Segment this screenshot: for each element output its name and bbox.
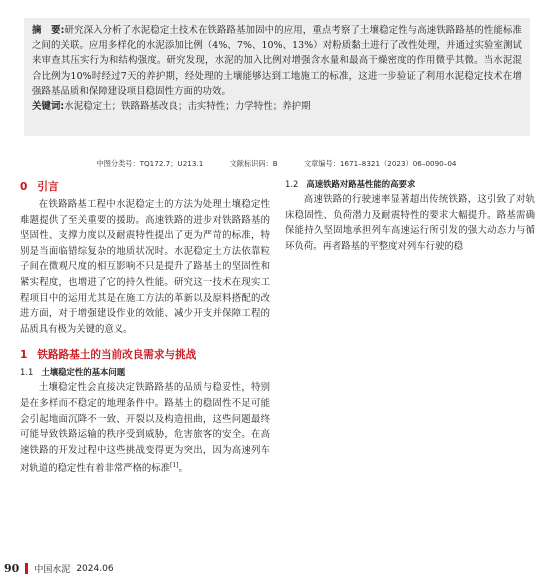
keywords-label: 关键词: (32, 101, 65, 113)
journal-issue: 2024.06 (76, 563, 114, 574)
body-text: 。 (178, 463, 188, 475)
heading-title: 高速铁路对路基性能的高要求 (306, 179, 416, 189)
heading-title: 引言 (37, 181, 59, 193)
left-column (20, 177, 270, 477)
heading-number: 0 (20, 181, 28, 193)
section-heading-1 (20, 347, 270, 364)
section-1-2-paragraph: 高速铁路的行驶速率显著超出传统铁路，这引致了对轨床稳固性、负荷潜力及耐震特性的要求大幅提升。路基需确保能持久坚固地承担列车高速运行所引发的强大动态力与循环负荷。再者路基的平整度对列车行驶的稳 (285, 194, 535, 252)
body-text: 土壤稳定性会直接决定铁路路基的品质与稳妥性，特别是在多样而不稳定的地理条件中。路基土的稳固性不足可能会引起地面沉降不一致、开裂以及构造扭曲，这些问题最终可能导致铁路运输的秩序受到威胁，危害旅客的安全。在高速铁路的开发过程中这些挑战变得更为突出，因为高速列车对轨道的稳定性有着非常严格的标准 (20, 382, 270, 475)
citation-ref: [1] (170, 462, 179, 470)
page-footer (4, 562, 114, 575)
journal-name: 中国水泥 (34, 565, 71, 575)
keywords-paragraph (32, 99, 522, 114)
subsection-heading-1-2 (285, 177, 535, 192)
abstract-label: 摘 要: (32, 25, 65, 36)
right-column (285, 177, 535, 254)
heading-number: 1.1 (20, 367, 34, 378)
article-number: 文章编号：1671–8321（2023）06–0090–04 (303, 159, 457, 168)
footer-divider (25, 563, 28, 574)
page-number: 90 (4, 562, 20, 575)
abstract-box (24, 18, 530, 136)
section-heading-intro (20, 179, 270, 196)
heading-number: 1.2 (285, 179, 299, 189)
heading-title: 土壤稳定性的基本问题 (41, 367, 126, 378)
heading-title: 铁路路基土的当前改良需求与挑战 (37, 349, 197, 362)
intro-paragraph: 在铁路路基工程中水泥稳定土的方法为处理土壤稳定性难题提供了至关重要的援助。高速铁路的进步对铁路路基的坚固性、支撑力度以及耐震特性提出了更为严苛的标准，特别是当面临错综复杂的地质状况时。水泥稳定土方法依靠粒子间在微观尺度的相互影响不只是提升了路基土的坚固性和紧实程度，也增进了它的持久性能。研究这一技术在现实工程项目中的运用尤其是在施工方法的革新以及原料搭配的改进方面，对于增强建设作业的效能、减少开支并保障工程的品质具有极为关键的意义。 (20, 199, 270, 335)
document-code: 文献标识码：B (229, 159, 278, 168)
keywords-text: 水泥稳定土；铁路路基改良；击实特性；力学特性；养护期 (64, 101, 311, 113)
article-meta (0, 159, 553, 169)
class-number: 中图分类号：TQ172.7；U213.1 (96, 159, 204, 168)
subsection-heading-1-1 (20, 365, 270, 380)
abstract-paragraph (32, 23, 522, 99)
heading-number: 1 (20, 349, 28, 362)
section-1-1-paragraph (20, 380, 270, 477)
abstract-text: 研究深入分析了水泥稳定土技术在铁路路基加固中的应用，重点考察了土壤稳定性与高速铁路路基的性能标准之间的关联。应用多样化的水泥添加比例（4%、7%、10%、13%）对粉质黏土进行了改性处理，并通过实验室测试来审查其压实行为和结构强度。研究发现，水泥的加入比例对增强含水量和最高干燥密度的作用微乎其微。当水泥混合比例为10%时经过7天的养护期，经处理的土壤能够达到工地施工的标准，这进一步验证了利用水泥稳定技术在增强路基品质和保障建设项目稳固性方面的功效。 (32, 25, 522, 97)
